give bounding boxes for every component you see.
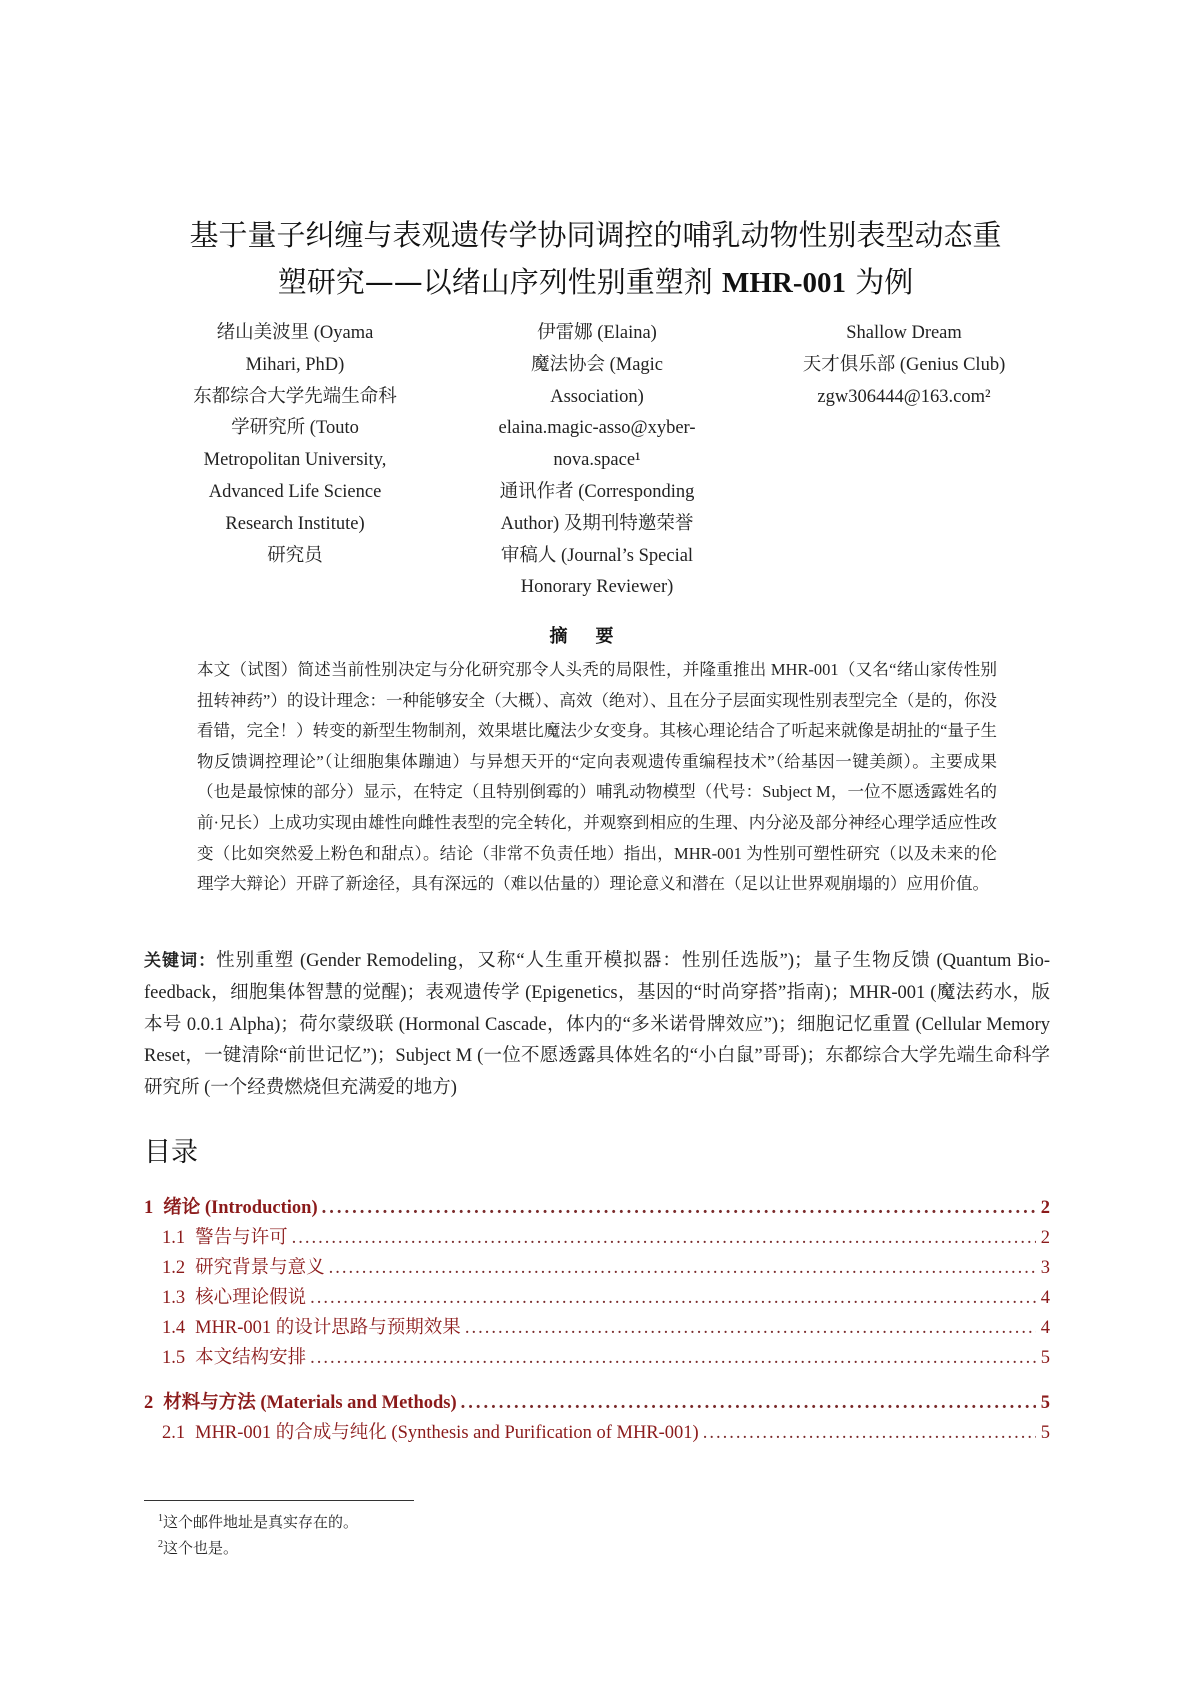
toc-entry-number: 2.1 (162, 1423, 186, 1443)
toc-entry-1-4[interactable] (162, 1313, 1050, 1343)
author-1-line: Mihari, PhD) (245, 354, 345, 375)
toc-entry-2-1[interactable] (162, 1418, 1050, 1448)
author-3-line: 天才俱乐部 (Genius Club) (802, 354, 1006, 375)
author-2-line: Author) 及期刊特邀荣誉 (500, 513, 694, 534)
author-block-3 (789, 318, 1019, 413)
toc-entry-1-1[interactable] (162, 1223, 1050, 1253)
author-2-line: Honorary Reviewer) (520, 577, 674, 598)
toc-entry-label: 本文结构安排 (195, 1348, 307, 1368)
toc-entry-label: 绪论 (Introduction) (163, 1198, 318, 1218)
author-1-line: Advanced Life Science (208, 481, 382, 502)
toc-entry-number: 1.5 (162, 1348, 186, 1368)
title-line-2-pre: 塑研究——以绪山序列性别重塑剂 (277, 265, 722, 299)
toc-leader-dots (329, 1258, 1036, 1279)
toc-entry-page: 4 (1040, 1288, 1050, 1308)
toc-leader-dots (465, 1318, 1036, 1339)
toc-entry-label: MHR-001 的合成与纯化 (Synthesis and Purification of MHR-001) (195, 1423, 699, 1443)
toc-entry-page: 2 (1040, 1228, 1050, 1248)
abstract-text: 本文（试图）简述当前性别决定与分化研究那令人头秃的局限性，并隆重推出 MHR-001（又名“绪山家传性别扭转神药”）的设计理念：一种能够安全（大概）、高效（绝对）、且在分子层面实现性别表型完全（是的，你没看错，完全！）转变的新型生物制剂，效果堪比魔法少女变身。其核心理论结合了听起来就像是胡扯的“量子生物反馈调控理论”（让细胞集体蹦迪）与异想天开的“定向表观遗传重编程技术”（给基因一键美颜）。主要成果（也是最惊悚的部分）显示，在特定（且特别倒霉的）哺乳动物模型（代号：Subject M，一位不愿透露姓名的前·兄长）上成功实现由雄性向雌性表型的完全转化，并观察到相应的生理、内分泌及部分神经心理学适应性改变（比如突然爱上粉色和甜点）。结论（非常不负责任地）指出，MHR-001 为性别可塑性研究（以及未来的伦理学大辩论）开辟了新途径，具有深远的（难以估量的）理论意义和潜在（足以让世界观崩塌的）应用价值。 (197, 660, 997, 894)
author-1-line: 东都综合大学先端生命科 (193, 386, 397, 407)
title-line-2 (130, 259, 1061, 307)
abstract-heading: 摘要 (549, 626, 642, 647)
author-1-line: 学研究所 (Touto (231, 418, 359, 439)
toc-leader-dots (461, 1393, 1036, 1414)
author-block-1 (180, 318, 410, 572)
toc-entry-label: 材料与方法 (Materials and Methods) (163, 1393, 457, 1413)
toc-entry-label: 研究背景与意义 (195, 1258, 325, 1278)
author-2-line: 伊雷娜 (Elaina) (537, 323, 657, 343)
toc-entry-number: 1.4 (162, 1318, 186, 1338)
author-2-line: 魔法协会 (Magic (530, 354, 664, 375)
toc-entry-1-5[interactable] (162, 1343, 1050, 1373)
toc-entry-label: 警告与许可 (195, 1228, 288, 1248)
footnote-mark: 2 (158, 1539, 163, 1550)
toc-entry-1-3[interactable] (162, 1283, 1050, 1313)
toc-entry-1-2[interactable] (162, 1253, 1050, 1283)
toc-entry-page: 2 (1040, 1198, 1050, 1218)
toc-entry-2[interactable] (144, 1388, 1050, 1418)
keywords-label: 关键词： (144, 951, 217, 971)
toc-entry-page: 3 (1040, 1258, 1050, 1278)
toc-entry-label: 核心理论假说 (195, 1288, 307, 1308)
title-line-2-code: MHR-001 (721, 267, 847, 299)
toc-leader-dots (310, 1288, 1036, 1309)
toc-entry-number: 1.1 (162, 1228, 186, 1248)
toc-leader-dots (310, 1348, 1036, 1369)
keywords-text: 性别重塑 (Gender Remodeling，又称“人生重开模拟器：性别任选版”)；量子生物反馈 (Quantum Bio-feedback，细胞集体智慧的觉醒)；表观遗传学 (Epigenetics，基因的“时尚穿搭”指南)；MHR-001 (魔法药水，版本号 0.0.1 Alpha)；荷尔蒙级联 (Hormonal Cascade，体内的“多米诺骨牌效应”)；细胞记忆重置 (Cellular Memory Reset，一键清除“前世记忆”)；Subject M (一位不愿透露具体姓名的“小白鼠”哥哥)；东都综合大学先端生命科学研究所 (一个经费燃烧但充满爱的地方) (144, 951, 1051, 1099)
title-line-1: 基于量子纠缠与表观遗传学协同调控的哺乳动物性别表型动态重 (189, 218, 1002, 252)
toc-entry-number: 1.2 (162, 1258, 186, 1278)
author-1-line: 绪山美波里 (Oyama (216, 323, 374, 343)
footnote-2 (158, 1534, 358, 1560)
toc-entry-number: 1 (144, 1198, 154, 1218)
author-2-line: 审稿人 (Journal’s Special (500, 545, 694, 566)
author-2-email[interactable]: elaina.magic-asso@xyber- (498, 418, 696, 439)
toc-entry-page: 5 (1040, 1423, 1050, 1443)
toc-leader-dots (322, 1198, 1036, 1219)
author-1-line: Research Institute) (225, 513, 365, 534)
author-2-line: 通讯作者 (Corresponding (499, 481, 695, 502)
footnotes (158, 1508, 358, 1560)
keywords-paragraph (144, 946, 1050, 1105)
toc-leader-dots (703, 1423, 1036, 1444)
toc-entry-page: 5 (1040, 1348, 1050, 1368)
toc-entry-label: MHR-001 的设计思路与预期效果 (195, 1318, 461, 1338)
toc-entry-page: 4 (1040, 1318, 1050, 1338)
toc-entry-page: 5 (1040, 1393, 1050, 1413)
toc-entry-number: 1.3 (162, 1288, 186, 1308)
author-2-email[interactable]: nova.space¹ (553, 450, 641, 471)
author-block-2 (482, 318, 712, 604)
footnote-divider (144, 1500, 414, 1501)
author-2-line: Association) (550, 386, 644, 407)
footnote-mark: 1 (158, 1513, 163, 1524)
title-line-2-post: 为例 (846, 265, 914, 299)
toc-entry-number: 2 (144, 1393, 154, 1413)
footnote-text: 这个邮件地址是真实存在的。 (163, 1515, 359, 1531)
toc-leader-dots (292, 1228, 1036, 1249)
toc-heading: 目录 (144, 1137, 198, 1168)
toc-entry-1[interactable] (144, 1193, 1050, 1223)
footnote-text: 这个也是。 (163, 1541, 239, 1557)
author-1-line: Metropolitan University, (203, 450, 387, 471)
author-3-line: Shallow Dream (846, 323, 962, 343)
author-3-email[interactable]: zgw306444@163.com² (817, 386, 991, 407)
footnote-1 (158, 1508, 358, 1534)
author-1-line: 研究员 (267, 545, 323, 566)
paper-title (130, 212, 1061, 307)
